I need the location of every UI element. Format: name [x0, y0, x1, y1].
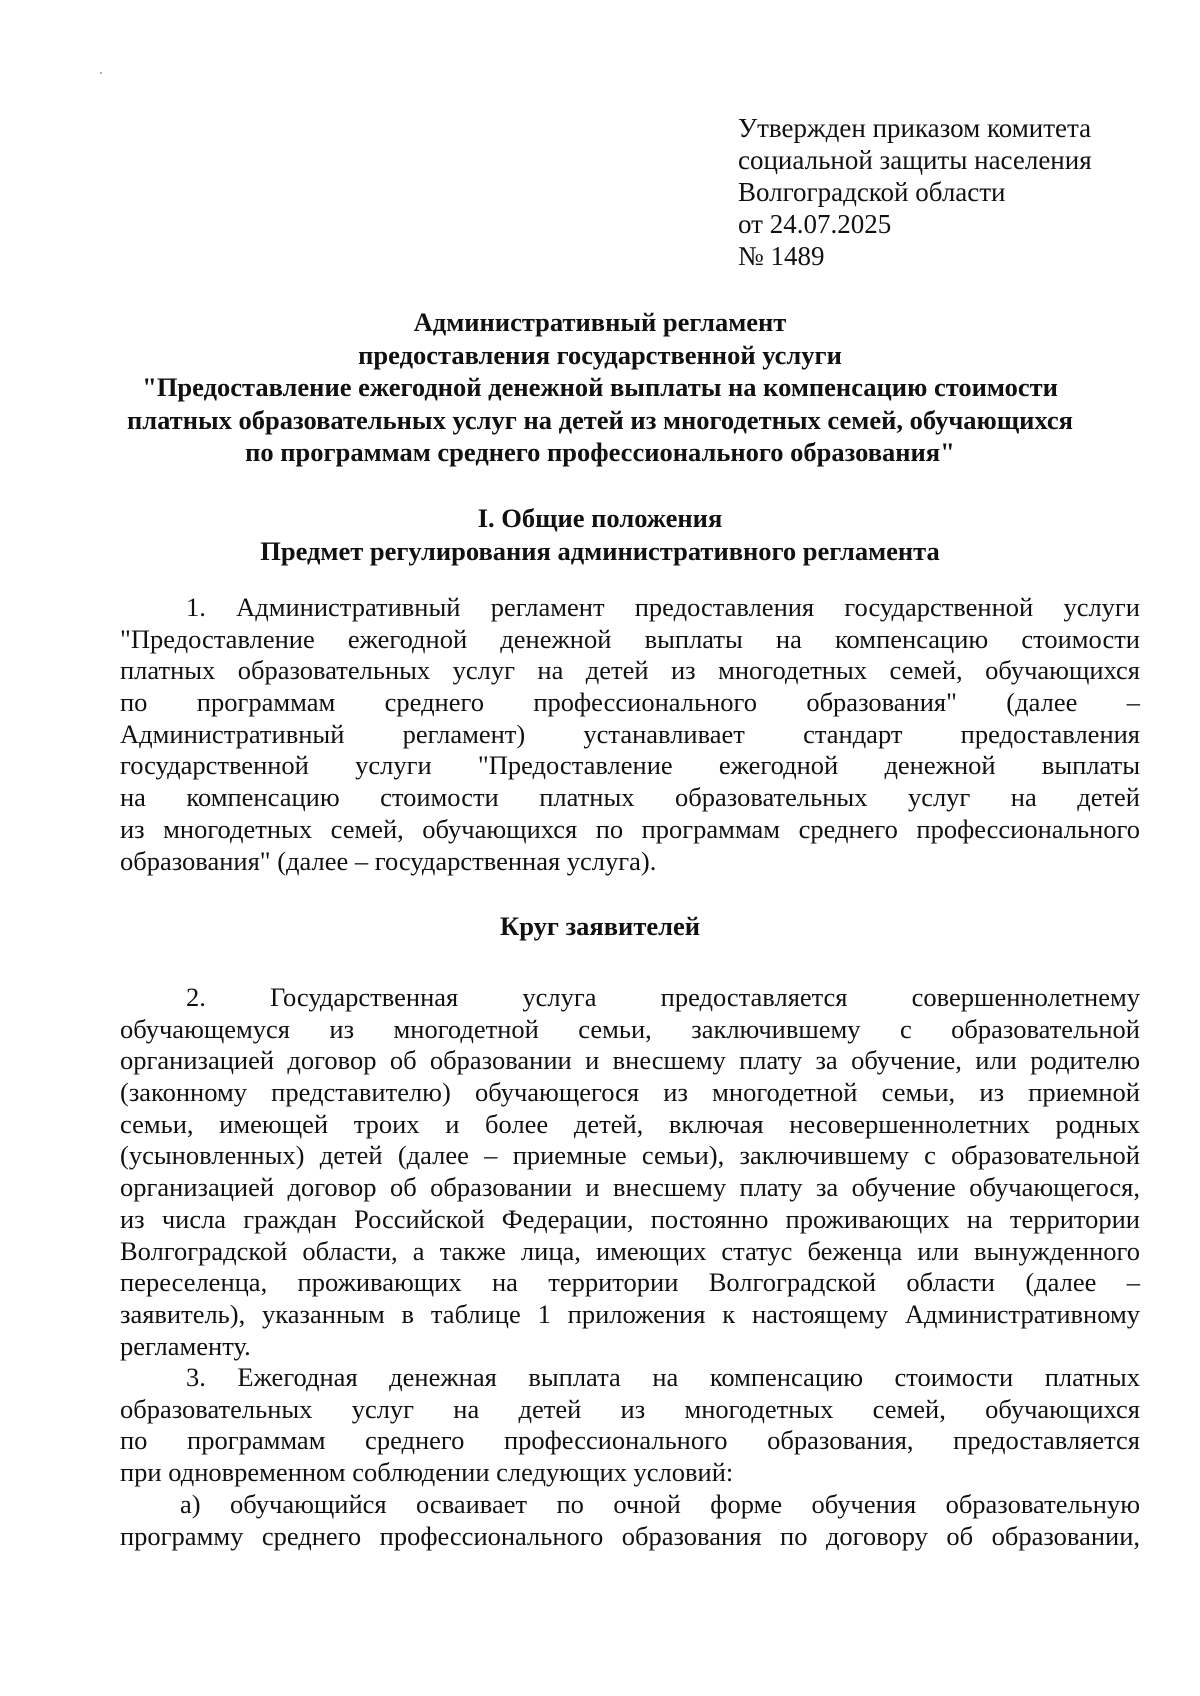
scan-speck	[100, 72, 102, 74]
paragraph-line: на компенсацию стоимости платных образовательных услуг на детей	[120, 782, 1140, 813]
paragraph-line: платных образовательных услуг на детей из многодетных семей, обучающихся	[120, 655, 1140, 686]
paragraph-line: при одновременном соблюдении следующих условий:	[120, 1457, 734, 1488]
paragraph-line: 3. Ежегодная денежная выплата на компенсацию стоимости платных	[186, 1362, 1140, 1392]
paragraph-line: образовательных услуг на детей из многодетных семей, обучающихся	[120, 1393, 1140, 1424]
document-title	[100, 306, 1100, 469]
paragraph-line: "Предоставление ежегодной денежной выплаты на компенсацию стоимости	[120, 623, 1140, 654]
title-line: платных образовательных услуг на детей из многодетных семей, обучающихся	[126, 404, 1074, 435]
paragraph-line: (усыновленных) детей (далее – приемные семьи), заключившему с образовательной	[120, 1140, 1140, 1171]
paragraph-line: Волгоградской области, а также лица, имеющих статус беженца или вынужденного	[120, 1235, 1140, 1266]
paragraph-line: семьи, имеющей троих и более детей, включая несовершеннолетних родных	[120, 1108, 1140, 1139]
approval-line: Утвержден приказом комитета	[738, 113, 1092, 143]
paragraph-3	[120, 1362, 1140, 1489]
approval-line: Волгоградской области	[738, 177, 1006, 207]
paragraph-line: образования" (далее – государственная услуга).	[120, 845, 657, 876]
paragraph-line: регламенту.	[120, 1330, 251, 1361]
section-heading	[100, 502, 1100, 567]
paragraph-line: организацией договор об образовании и внесшему плату за обучение обучающегося,	[120, 1172, 1140, 1203]
paragraph-line: 1. Административный регламент предоставления государственной услуги	[186, 592, 1140, 622]
section-subheading: Предмет регулирования административного регламента	[260, 535, 940, 566]
title-line: "Предоставление ежегодной денежной выплаты на компенсацию стоимости	[142, 372, 1058, 402]
paragraph-line: заявитель), указанным в таблице 1 приложения к настоящему Административному	[120, 1298, 1140, 1329]
approval-stamp-block	[738, 112, 1092, 272]
paragraph-line: государственной услуги "Предоставление ежегодной денежной выплаты	[120, 750, 1140, 781]
title-line: предоставления государственной услуги	[358, 339, 842, 370]
applicants-heading: Круг заявителей	[499, 911, 700, 941]
section-number-heading: I. Общие положения	[477, 503, 723, 533]
paragraph-line: программу среднего профессионального образования по договору об образовании,	[120, 1520, 1140, 1551]
paragraph-line: а) обучающийся осваивает по очной форме обучения образовательную	[180, 1489, 1140, 1519]
paragraph-2	[120, 982, 1140, 1362]
paragraph-line: (законному представителю) обучающегося из многодетной семьи, из приемной	[120, 1077, 1140, 1108]
approval-line: социальной защиты населения	[738, 145, 1092, 175]
paragraph-line: обучающемуся из многодетной семьи, заключившему с образовательной	[120, 1013, 1140, 1044]
subitem-a	[120, 1489, 1140, 1552]
title-line: Административный регламент	[413, 307, 787, 337]
approval-number: № 1489	[738, 241, 825, 271]
paragraph-line: из многодетных семей, обучающихся по программам среднего профессионального	[120, 813, 1140, 844]
paragraph-line: переселенца, проживающих на территории Волгоградской области (далее –	[120, 1267, 1140, 1298]
paragraph-line: организацией договор об образовании и внесшему плату за обучение, или родителю	[120, 1045, 1140, 1076]
paragraph-line: 2. Государственная услуга предоставляется совершеннолетнему	[186, 982, 1140, 1012]
paragraph-line: из числа граждан Российской Федерации, постоянно проживающих на территории	[120, 1203, 1140, 1234]
approval-date: от 24.07.2025	[738, 209, 892, 239]
paragraph-1	[120, 592, 1140, 877]
paragraph-line: Административный регламент) устанавливает стандарт предоставления	[120, 718, 1140, 749]
paragraph-line: по программам среднего профессионального образования" (далее –	[120, 687, 1140, 718]
paragraph-line: по программам среднего профессионального образования, предоставляется	[120, 1425, 1140, 1456]
title-line: по программам среднего профессионального образования"	[245, 437, 955, 467]
